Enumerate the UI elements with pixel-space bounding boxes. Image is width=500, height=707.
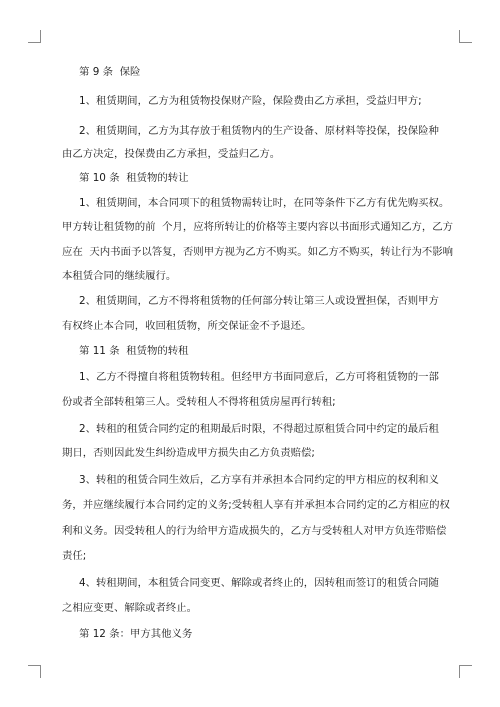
text-line: 1、租赁期间，乙方为租赁物投保财产险，保险费由乙方承担，受益归甲方; [79,95,422,107]
text-line: 1、租赁期间，本合同项下的租赁物需转让时，在同等条件下乙方有优先购买权。 [79,197,450,209]
crop-mark-top-right [459,30,472,43]
crop-mark-bottom-right [459,665,472,678]
text-line: 份或者全部转租第三人。受转租人不得将租赁房屋再行转租; [62,396,336,408]
text-line: 第 11 条 租赁物的转租 [79,345,189,357]
text-line: 务，并应继续履行本合同约定的义务;受转租人享有并承担本合同约定的乙方相应的权 [62,499,450,511]
text-line: 第 10 条 租赁物的转让 [79,172,189,184]
text-line: 由乙方决定，投保费由乙方承担，受益归乙方。 [62,148,281,160]
text-line: 2、租赁期间，乙方为其存放于租赁物内的生产设备、原材料等投保，投保险种 [79,125,439,137]
text-line: 之相应变更、解除或者终止。 [62,602,198,614]
text-line: 4、转租期间，本租赁合同变更、解除或者终止的，因转租而签订的租赁合同随 [79,577,439,589]
text-line: 2、转租的租赁合同约定的租期最后时限，不得超过原租赁合同中约定的最后租 [79,423,439,435]
text-line: 2、租赁期间，乙方不得将租赁物的任何部分转让第三人或设置担保，否则甲方 [79,295,439,307]
text-line: 第 12 条：甲方其他义务 [79,628,193,640]
text-line: 期日，否则因此发生纠纷造成甲方损失由乙方负责赔偿; [62,447,315,459]
text-line: 应在 天内书面予以答复，否则甲方视为乙方不购买。如乙方不购买，转让行为不影响 [62,246,454,258]
text-line: 利和义务。因受转租人的行为给甲方造成损失的，乙方与受转租人对甲方负连带赔偿 [62,525,447,537]
text-line: 责任; [62,550,87,562]
text-line: 本租赁合同的继续履行。 [62,270,177,282]
text-line: 有权终止本合同，收回租赁物，所交保证金不予退还。 [62,320,312,332]
text-line: 1、乙方不得擅自将租赁物转租。但经甲方书面同意后，乙方可将租赁物的一部 [79,371,439,383]
crop-mark-top-left [28,30,41,43]
text-line: 第 9 条 保险 [79,66,141,78]
text-line: 甲方转让租赁物的前 个月，应将所转让的价格等主要内容以书面形式通知乙方，乙方 [62,221,454,233]
crop-mark-bottom-left [28,665,41,678]
text-line: 3、转租的租赁合同生效后，乙方享有并承担本合同约定的甲方相应的权利和义 [79,474,439,486]
